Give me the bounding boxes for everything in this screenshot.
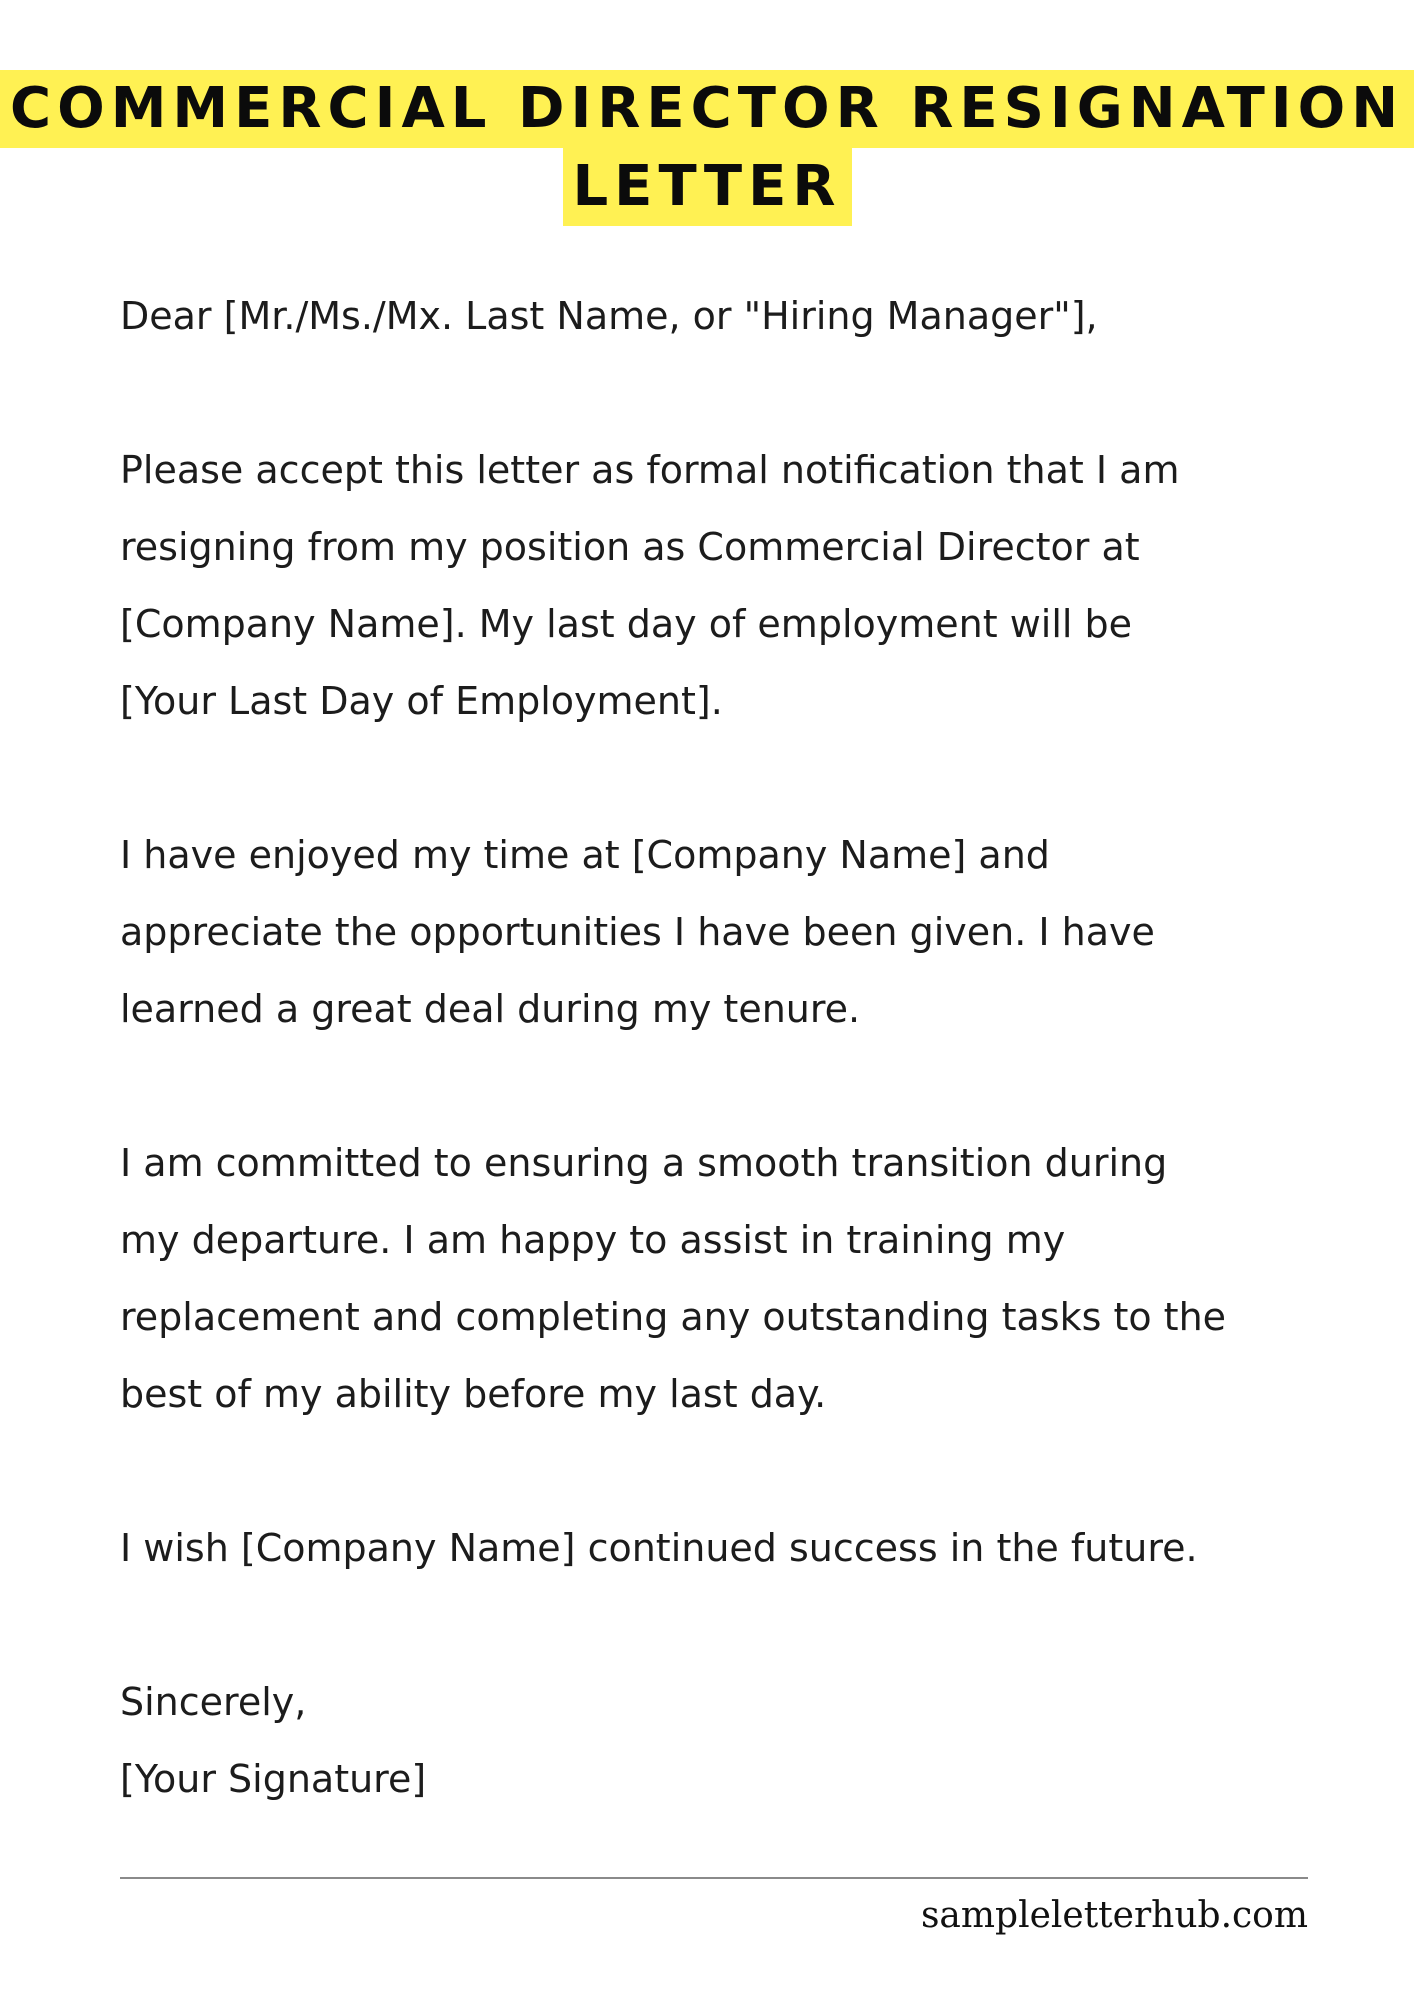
paragraph-line: I am committed to ensuring a smooth transition during: [120, 1141, 1168, 1185]
title-line-2: LETTER: [563, 148, 852, 226]
footer-website: sampleletterhub.com: [920, 1895, 1308, 1936]
salutation: Dear [Mr./Ms./Mx. Last Name, or "Hiring Manager"],: [120, 294, 1098, 338]
letter-body: [120, 278, 1360, 1818]
paragraph-line: Please accept this letter as formal notification that I am: [120, 448, 1180, 492]
title-line-1: COMMERCIAL DIRECTOR RESIGNATION: [0, 70, 1414, 148]
paragraph-line: [Your Last Day of Employment].: [120, 679, 723, 723]
paragraph-line: learned a great deal during my tenure.: [120, 987, 861, 1031]
paragraph-line: my departure. I am happy to assist in training my: [120, 1218, 1066, 1262]
footer-divider: [120, 1877, 1308, 1879]
paragraph-4: [120, 1510, 1360, 1587]
paragraph-3: [120, 1125, 1360, 1433]
paragraph-line: appreciate the opportunities I have been given. I have: [120, 910, 1155, 954]
signature-placeholder: [Your Signature]: [120, 1757, 427, 1801]
closing: Sincerely,: [120, 1680, 307, 1724]
paragraph-line: replacement and completing any outstanding tasks to the: [120, 1295, 1227, 1339]
paragraph-line: I have enjoyed my time at [Company Name] and: [120, 833, 1050, 877]
paragraph-2: [120, 817, 1360, 1048]
paragraph-1: [120, 432, 1360, 740]
paragraph-line: best of my ability before my last day.: [120, 1372, 827, 1416]
paragraph-line: I wish [Company Name] continued success in the future.: [120, 1526, 1198, 1570]
paragraph-line: [Company Name]. My last day of employment will be: [120, 602, 1133, 646]
paragraph-line: resigning from my position as Commercial Director at: [120, 525, 1140, 569]
document-title: [0, 70, 1414, 226]
